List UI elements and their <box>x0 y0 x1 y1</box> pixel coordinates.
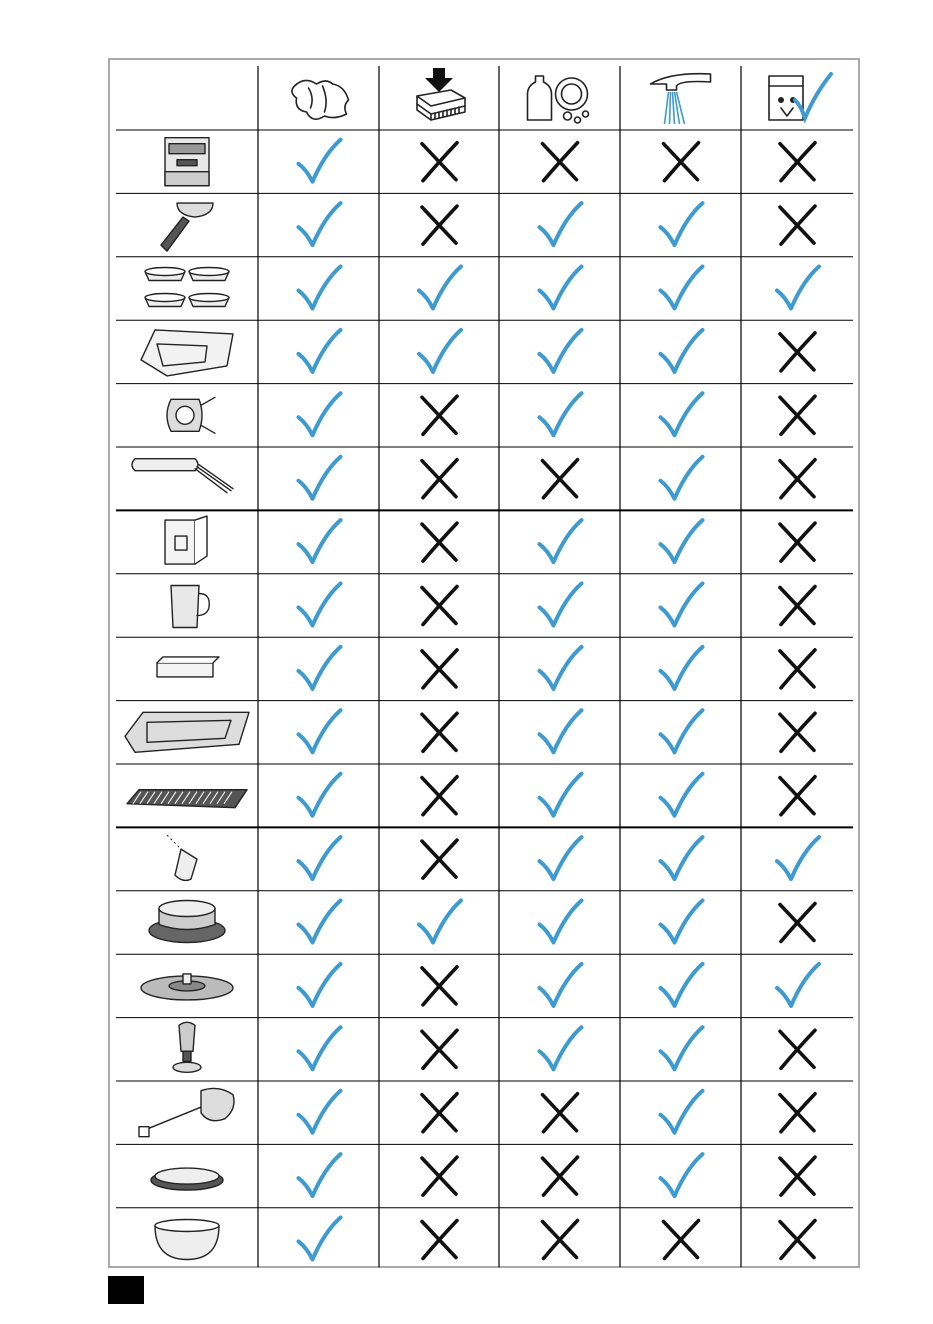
check-mark-icon <box>661 710 703 752</box>
check-mark-icon <box>540 774 582 816</box>
cross-mark-icon <box>422 840 457 878</box>
check-mark-icon <box>299 837 341 879</box>
check-mark-icon <box>540 203 582 245</box>
cross-mark-icon <box>780 904 815 942</box>
espresso-machine-icon <box>165 138 209 186</box>
check-mark-icon <box>540 584 582 626</box>
cross-mark-icon <box>780 587 815 625</box>
cloth-icon <box>292 80 349 119</box>
check-mark-icon <box>540 901 582 943</box>
check-mark-icon <box>661 774 703 816</box>
check-mark-icon <box>299 267 341 309</box>
cross-mark-icon <box>780 1221 815 1259</box>
water-tank-icon <box>165 516 207 564</box>
check-mark-icon <box>540 647 582 689</box>
check-mark-icon <box>299 647 341 689</box>
running-water-icon <box>651 74 711 124</box>
cross-mark-icon <box>780 333 815 371</box>
cross-mark-icon <box>780 777 815 815</box>
check-mark-icon <box>661 393 703 435</box>
check-mark-icon <box>299 393 341 435</box>
check-mark-icon <box>777 267 819 309</box>
cross-mark-icon <box>780 143 815 181</box>
grind-dial-tool-icon <box>139 1088 234 1136</box>
cross-mark-icon <box>780 206 815 244</box>
cleaning-brush-icon <box>132 459 233 493</box>
drip-tray-base-icon <box>125 712 249 752</box>
cross-mark-icon <box>422 1221 457 1259</box>
cross-mark-icon <box>422 1157 457 1195</box>
check-mark-icon <box>299 140 341 182</box>
check-mark-icon <box>540 330 582 372</box>
check-mark-icon <box>661 837 703 879</box>
dishwasher-safe-icon <box>769 74 831 120</box>
cross-mark-icon <box>664 143 699 181</box>
check-mark-icon <box>661 520 703 562</box>
trimming-tool-icon <box>157 657 219 677</box>
check-mark-icon <box>661 901 703 943</box>
cross-mark-icon <box>422 523 457 561</box>
dosing-cup-icon <box>155 1220 219 1260</box>
cleaning-pin-icon <box>167 835 197 880</box>
check-mark-icon <box>299 1218 341 1260</box>
milk-jug-icon <box>171 586 209 628</box>
cross-mark-icon <box>780 713 815 751</box>
check-mark-icon <box>661 330 703 372</box>
cross-mark-icon <box>780 1094 815 1132</box>
check-mark-icon <box>299 1027 341 1069</box>
check-mark-icon <box>540 267 582 309</box>
cross-mark-icon <box>422 143 457 181</box>
cross-mark-icon <box>664 1221 699 1259</box>
check-mark-icon <box>299 1154 341 1196</box>
check-mark-icon <box>661 1091 703 1133</box>
check-mark-icon <box>661 964 703 1006</box>
cross-mark-icon <box>543 143 578 181</box>
check-mark-icon <box>299 584 341 626</box>
check-mark-icon <box>299 1091 341 1133</box>
bean-hopper-lid-icon <box>141 974 233 1000</box>
check-mark-icon <box>661 584 703 626</box>
check-mark-icon <box>299 774 341 816</box>
cross-mark-icon <box>422 206 457 244</box>
check-mark-icon <box>540 520 582 562</box>
cross-mark-icon <box>780 523 815 561</box>
cross-mark-icon <box>780 1157 815 1195</box>
cross-mark-icon <box>543 1094 578 1132</box>
check-mark-icon <box>299 520 341 562</box>
water-filter-holder-icon <box>167 397 215 433</box>
cross-mark-icon <box>780 460 815 498</box>
page-number-tab <box>108 1276 144 1304</box>
check-mark-icon <box>661 647 703 689</box>
check-mark-icon <box>419 330 461 372</box>
cross-mark-icon <box>780 396 815 434</box>
check-mark-icon <box>299 964 341 1006</box>
check-mark-icon <box>540 837 582 879</box>
check-mark-icon <box>661 1027 703 1069</box>
abrasive-sponge-icon <box>417 68 465 120</box>
cross-mark-icon <box>780 650 815 688</box>
cross-mark-icon <box>422 460 457 498</box>
cross-mark-icon <box>422 777 457 815</box>
check-mark-icon <box>299 203 341 245</box>
check-mark-icon <box>540 393 582 435</box>
check-mark-icon <box>540 964 582 1006</box>
check-mark-icon <box>661 457 703 499</box>
check-mark-icon <box>661 1154 703 1196</box>
check-mark-icon <box>661 203 703 245</box>
portafilter-icon <box>161 203 213 251</box>
check-mark-icon <box>540 1027 582 1069</box>
cross-mark-icon <box>422 713 457 751</box>
check-mark-icon <box>299 330 341 372</box>
cross-mark-icon <box>422 1094 457 1132</box>
cross-mark-icon <box>543 1157 578 1195</box>
cross-mark-icon <box>780 1030 815 1068</box>
check-mark-icon <box>419 901 461 943</box>
check-mark-icon <box>777 837 819 879</box>
check-mark-icon <box>777 964 819 1006</box>
check-mark-icon <box>299 457 341 499</box>
cross-mark-icon <box>422 967 457 1005</box>
hopper-seal-icon <box>151 1168 223 1190</box>
tamper-icon <box>173 1022 201 1072</box>
grinder-ring-icon <box>149 901 225 943</box>
filter-baskets-icon <box>145 268 229 307</box>
cross-mark-icon <box>543 1221 578 1259</box>
cross-mark-icon <box>422 1030 457 1068</box>
check-mark-icon <box>419 267 461 309</box>
check-mark-icon <box>540 710 582 752</box>
check-mark-icon <box>299 710 341 752</box>
cross-mark-icon <box>422 396 457 434</box>
detergent-dishes-icon <box>528 76 589 123</box>
cross-mark-icon <box>422 650 457 688</box>
cross-mark-icon <box>543 460 578 498</box>
check-mark-icon <box>299 901 341 943</box>
drip-tray-icon <box>141 330 233 376</box>
drip-tray-grid-icon <box>127 790 247 808</box>
cross-mark-icon <box>422 587 457 625</box>
check-mark-icon <box>661 267 703 309</box>
